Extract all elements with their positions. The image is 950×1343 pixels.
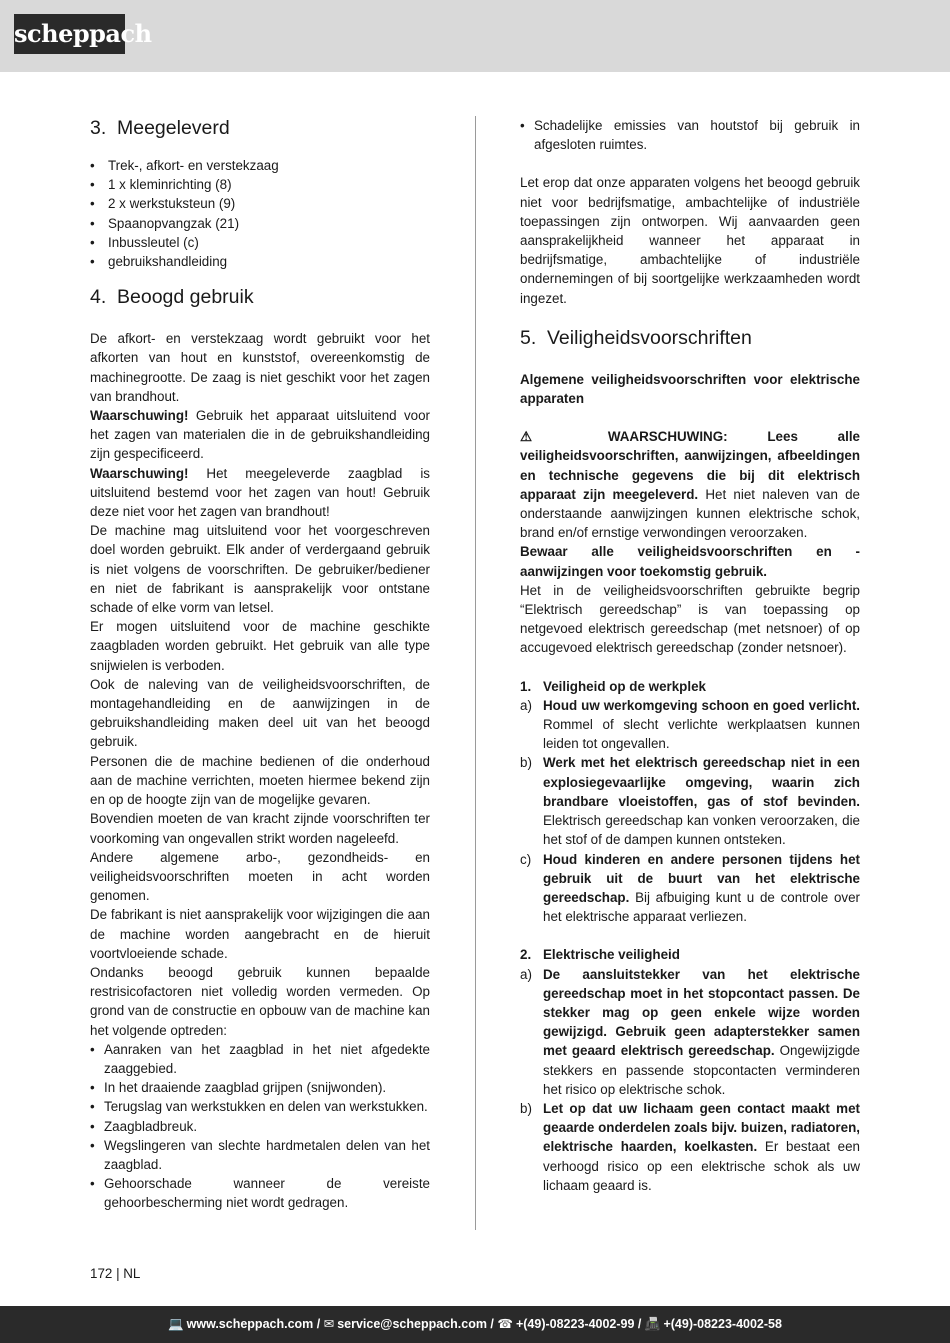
general-safety-heading: Algemene veiligheidsvoorschriften voor elektrische apparaten [520, 371, 860, 407]
paragraph: Andere algemene arbo-, gezondheids- en veiligheidsvoorschriften moeten in acht worden genomen. [90, 849, 430, 904]
paragraph: De afkort- en verstekzaag wordt gebruikt voor het afkorten van hout en kunststof, overeenkomstig de machinegrootte. De zaag is niet geschikt voor het zagen van brandhout. [90, 331, 430, 404]
paragraph: Let erop dat onze apparaten volgens het beoogd gebruik niet voor bedrijfsmatige, ambachtelijke of industriële toepassingen zijn ontworpen. Wij aanvaarden geen aansprakelijkheid wanneer het apparaat in bedrijfsmatige, ambachtelijke of industriële ondernemingen of bij soortgelijke werkzaamheden wordt ingezet. [520, 175, 860, 306]
fax-number: +(49)-08223-4002-58 [663, 1317, 782, 1331]
website-link[interactable]: www.scheppach.com [186, 1317, 314, 1331]
warning-label: Waarschuwing! [90, 408, 189, 424]
section-5-heading: 5. Veiligheidsvoorschriften [520, 326, 752, 349]
list-item: • Terugslag van werkstukken en delen van werkstukken. [90, 1097, 430, 1116]
list-item: b) Werk met het elektrisch gereedschap niet in een explosiegevaarlijke omgeving, waarin zich brandbare vloeistoffen, gas of stof bevinden. Elektrisch gereedschap kan vonken veroorzaken, die het stof of de dampen kunnen ontsteken. [520, 755, 860, 848]
list-item: • Aanraken van het zaagblad in het niet afgedekte zaaggebied. [90, 1040, 430, 1078]
list-item: • Zaagbladbreuk. [90, 1117, 430, 1136]
paragraph: Ondanks beoogd gebruik kunnen bepaalde restrisicofactoren niet volledig worden vermeden. Op grond van de constructie en opbouw van de machine kan het volgende optreden: [90, 964, 430, 1038]
warning-label: Waarschuwing! [90, 465, 189, 481]
warning-label: ⚠ WAARSCHUWING: Lees alle veiligheidsvoorschriften, aanwijzingen, afbeeldingen en technische gegevens die bij dit elektrisch apparaat zijn meegeleverd. [520, 429, 860, 502]
computer-icon: 💻 [168, 1317, 184, 1331]
header-bar [0, 0, 950, 72]
list-item: • In het draaiende zaagblad grijpen (snijwonden). [90, 1078, 430, 1097]
scheppach-logo: scheppach [14, 14, 125, 54]
paragraph: Bovendien moeten de van kracht zijnde voorschriften ter voorkoming van ongevallen strikt worden nageleefd. [90, 811, 430, 846]
phone-number: +(49)-08223-4002-99 [515, 1317, 635, 1331]
risk-list-continued [520, 116, 860, 154]
footer-bar: 💻 www.scheppach.com / ✉ service@scheppach.com / ☎ +(49)-08223-4002-99 / 📠 +(49)-08223-4002-58 [0, 1306, 950, 1343]
list-item: • Trek-, afkort- en verstekzaag [90, 156, 430, 175]
paragraph: Personen die de machine bedienen of die onderhoud aan de machine verrichten, moeten hiermee bekend zijn en op de hoogte zijn van de mogelijke gevaren. [90, 753, 430, 808]
column-divider [475, 116, 476, 1230]
email-link[interactable]: service@scheppach.com [337, 1317, 487, 1331]
list-item: • 1 x kleminrichting (8) [90, 175, 430, 194]
right-column [520, 116, 860, 1195]
list-item: c) Houd kinderen en andere personen tijdens het gebruik uit de buurt van het elektrische gereedschap. Bij afbuiging kunt u de controle over het elektrische apparaat verliezen. [520, 851, 860, 925]
warning-paragraph: Waarschuwing! Het meegeleverde zaagblad is uitsluitend bestemd voor het zagen van hout! Gebruik deze niet voor het zagen van brandhout! [90, 465, 430, 520]
paragraph: Het in de veiligheidsvoorschriften gebruikte begrip “Elektrisch gereedschap” is van toepassing op netgevoed elektrisch gereedschap (met netsnoer) of op accugevoed elektrisch gereedschap (zonder netsnoer). [520, 582, 860, 656]
list-item: • gebruikshandleiding [90, 252, 430, 271]
mail-icon: ✉ [323, 1317, 335, 1331]
keep-instructions: Bewaar alle veiligheidsvoorschriften en -aanwijzingen voor toekomstig gebruik. [520, 544, 860, 579]
list-item: b) Let op dat uw lichaam geen contact maakt met geaarde onderdelen zoals bijv. buizen, radiatoren, elektrische haarden, koelkasten. Er bestaat een verhoogd risico op een elektrische schok als uw lichaam geaard is. [520, 1100, 860, 1193]
phone-icon: ☎ [497, 1317, 513, 1331]
list-item: a) Houd uw werkomgeving schoon en goed verlicht. Rommel of slecht verlichte werkplaatsen kunnen leiden tot ongevallen. [520, 697, 860, 752]
list-item: • Schadelijke emissies van houtstof bij gebruik in afgesloten ruimtes. [520, 116, 860, 154]
section-3-heading: 3. Meegeleverd [90, 117, 230, 139]
subsection-electrical-heading: 2. Elektrische veiligheid [520, 947, 680, 963]
paragraph: De machine mag uitsluitend voor het voorgeschreven doel worden gebruikt. Elk ander of verdergaand gebruik is niet volgens de voorschriften. De gebruiker/bediener en niet de fabrikant is aansprakelijk voor ontstane schade of elke vorm van letsel. [90, 523, 430, 616]
delivery-list [90, 156, 430, 271]
paragraph: De fabrikant is niet aansprakelijk voor wijzigingen die aan de machine worden aangebracht en de hieruit voortvloeiende schade. [90, 907, 430, 961]
page-number: 172 | NL [90, 1266, 141, 1281]
risk-list [90, 1040, 430, 1213]
list-item: • Wegslingeren van slechte hardmetalen delen van het zaagblad. [90, 1136, 430, 1174]
list-item: • 2 x werkstuksteun (9) [90, 194, 430, 213]
list-item: • Spaanopvangzak (21) [90, 214, 430, 233]
warning-paragraph: ⚠ WAARSCHUWING: Lees alle veiligheidsvoorschriften, aanwijzingen, afbeeldingen en technische gegevens die bij dit elektrisch apparaat zijn meegeleverd. Het niet naleven van de onderstaande aanwijzingen kunnen elektrische schok, brand en/of ernstige verwondingen veroorzaken. [520, 429, 860, 541]
paragraph: Ook de naleving van de veiligheidsvoorschriften, de montagehandleiding en de aanwijzingen in de gebruikshandleiding maken deel uit van het beoogd gebruik. [90, 676, 430, 750]
left-column [90, 116, 430, 1213]
fax-icon: 📠 [644, 1317, 661, 1331]
list-item: • Gehoorschade wanneer de vereiste gehoorbescherming niet wordt gedragen. [90, 1174, 430, 1212]
section-4-heading: 4. Beoogd gebruik [90, 286, 254, 309]
warning-paragraph: Waarschuwing! Gebruik het apparaat uitsluitend voor het zagen van materialen die in de gebruikshandleiding zijn gespecificeerd. [90, 408, 430, 462]
list-item: a) De aansluitstekker van het elektrische gereedschap moet in het stopcontact passen. De stekker mag op geen enkele wijze worden gewijzigd. Gebruik geen adapterstekker samen met geaard elektrisch gereedschap. Ongewijzigde stekkers en passende stopcontacten verminderen het risico op elektrische schok. [520, 966, 860, 1097]
list-item: • Inbussleutel (c) [90, 233, 430, 252]
subsection-workplace-heading: 1. Veiligheid op de werkplek [520, 678, 706, 694]
paragraph: Er mogen uitsluitend voor de machine geschikte zaagbladen worden gebruikt. Het gebruik van alle type snijwielen is verboden. [90, 619, 430, 673]
